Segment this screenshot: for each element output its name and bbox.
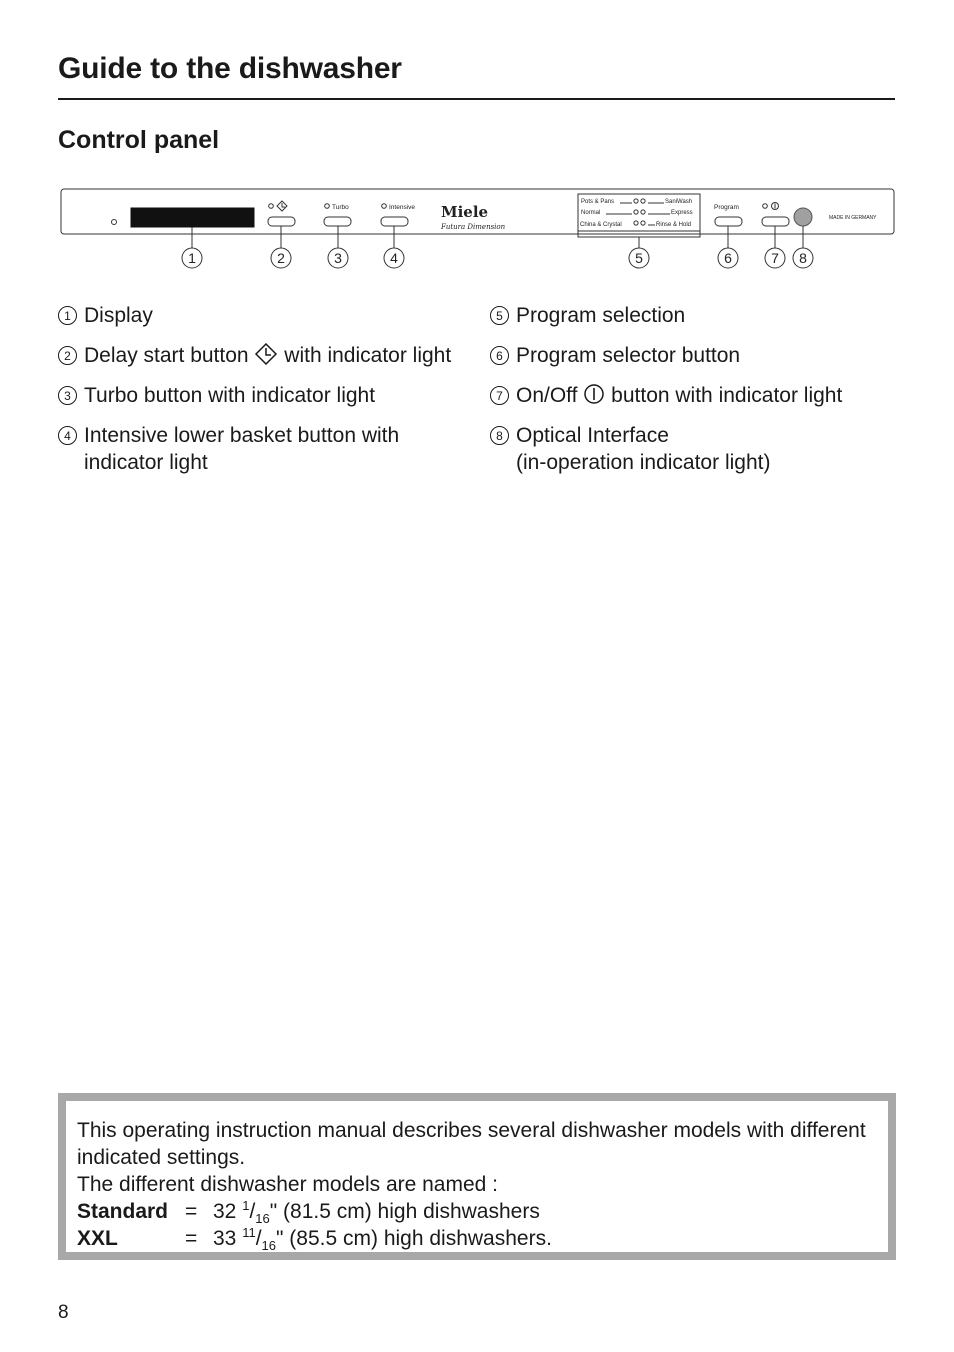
section-title: Control panel bbox=[58, 126, 220, 154]
model-label: Standard bbox=[77, 1200, 169, 1223]
note-line-1: This operating instruction manual describes several dishwasher models with different indicated settings. bbox=[77, 1119, 866, 1169]
page-title: Guide to the dishwasher bbox=[58, 52, 402, 85]
equals-sign: = bbox=[185, 1200, 198, 1223]
legend-number: 2 bbox=[58, 346, 77, 365]
legend-text: Display bbox=[84, 304, 153, 327]
legend-number: 1 bbox=[58, 306, 77, 325]
model-height: 33 $^{11}/_{16}$" (85.5 cm) high dishwashers. bbox=[213, 1225, 552, 1254]
legend-text: with indicator light bbox=[284, 344, 452, 367]
made-in-label: MADE IN GERMANY bbox=[829, 215, 877, 221]
legend-item-delay-start bbox=[58, 342, 458, 369]
label-pots-pans: Pots & Pans bbox=[581, 199, 615, 205]
legend-number: 5 bbox=[490, 306, 509, 325]
callout-1: 1 bbox=[188, 250, 196, 266]
note-box bbox=[58, 1093, 896, 1260]
legend-item-display bbox=[58, 302, 458, 329]
brand-logo: Miele bbox=[441, 203, 489, 221]
intensive-label: Intensive bbox=[389, 204, 416, 211]
label-saniwash: SaniWash bbox=[665, 199, 693, 205]
page-number: 8 bbox=[58, 1302, 69, 1323]
display bbox=[131, 208, 254, 227]
power-led bbox=[112, 220, 117, 225]
label-express: Express bbox=[671, 210, 693, 216]
delay-start-icon bbox=[254, 343, 278, 365]
legend-text: On/Off bbox=[516, 384, 578, 407]
note-row-standard bbox=[77, 1198, 877, 1225]
legend-text: button with indicator light bbox=[611, 384, 843, 407]
callout-5: 5 bbox=[635, 250, 643, 266]
note-line-2: The different dishwasher models are named : bbox=[77, 1173, 499, 1196]
legend-number: 4 bbox=[58, 426, 77, 445]
legend-number: 6 bbox=[490, 346, 509, 365]
callout-7: 7 bbox=[771, 250, 779, 266]
callout-8: 8 bbox=[799, 250, 807, 266]
label-normal: Normal bbox=[581, 210, 601, 216]
delay-button bbox=[268, 217, 295, 226]
legend-text: Optical Interface bbox=[516, 424, 669, 447]
label-rinse-hold: Rinse & Hold bbox=[656, 222, 692, 228]
legend-left bbox=[58, 302, 458, 489]
legend-item-optical bbox=[490, 422, 900, 476]
legend-right bbox=[490, 302, 900, 489]
legend-item-turbo bbox=[58, 382, 458, 409]
program-label: Program bbox=[714, 204, 739, 211]
note-row-xxl bbox=[77, 1225, 877, 1252]
legend-number: 3 bbox=[58, 386, 77, 405]
model-label: XXL bbox=[77, 1227, 118, 1250]
equals-sign: = bbox=[185, 1227, 198, 1250]
turbo-label: Turbo bbox=[332, 204, 349, 211]
callout-3: 3 bbox=[334, 250, 342, 266]
legend-text-2: (in-operation indicator light) bbox=[516, 451, 771, 474]
legend-item-program-selection bbox=[490, 302, 900, 329]
optical-interface bbox=[794, 208, 812, 226]
delay-icon bbox=[277, 201, 287, 211]
callout-4: 4 bbox=[390, 250, 398, 266]
legend-text: Delay start button bbox=[84, 344, 249, 367]
intensive-led bbox=[382, 204, 387, 209]
turbo-led bbox=[325, 204, 330, 209]
power-icon bbox=[583, 383, 605, 405]
onoff-button bbox=[762, 217, 789, 226]
model-height: 32 $^1/_{16}$" (81.5 cm) high dishwashers bbox=[213, 1198, 540, 1227]
legend-number: 8 bbox=[490, 426, 509, 445]
legend-item-intensive bbox=[58, 422, 458, 476]
legend-number: 7 bbox=[490, 386, 509, 405]
legend-text: Turbo button with indicator light bbox=[84, 384, 376, 407]
onoff-led bbox=[763, 204, 768, 209]
intensive-button bbox=[381, 217, 408, 226]
turbo-button bbox=[324, 217, 351, 226]
callout-6: 6 bbox=[724, 250, 732, 266]
control-panel-diagram bbox=[0, 0, 954, 290]
legend-text: Program selector button bbox=[516, 344, 741, 367]
callout-2: 2 bbox=[277, 250, 285, 266]
delay-led bbox=[269, 204, 274, 209]
legend-text: Program selection bbox=[516, 304, 686, 327]
program-button bbox=[715, 217, 742, 226]
legend-text: Intensive lower basket button with indicator light bbox=[84, 424, 400, 474]
label-china-crystal: China & Crystal bbox=[580, 222, 622, 228]
brand-sub: Futura Dimension bbox=[441, 223, 506, 231]
legend-item-onoff bbox=[490, 382, 900, 409]
legend-item-program-selector bbox=[490, 342, 900, 369]
